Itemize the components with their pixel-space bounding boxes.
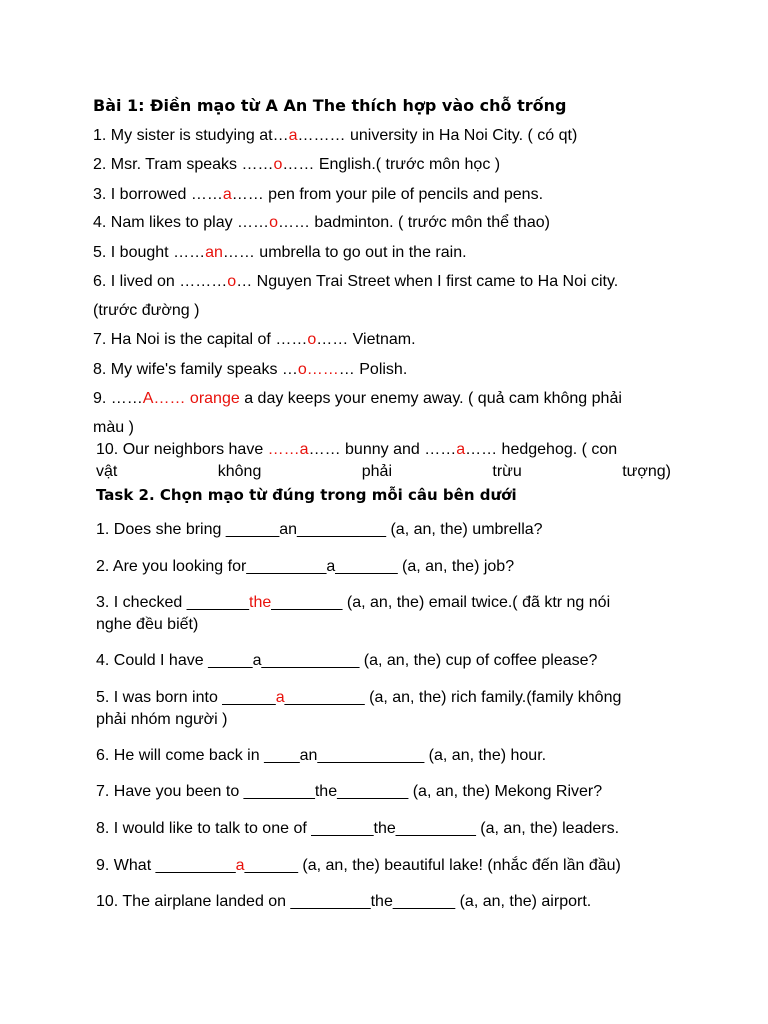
s2-item-1: 1. Does she bring ______an__________ (a, an, the) umbrella? bbox=[96, 521, 543, 538]
answer: ……a bbox=[267, 441, 309, 458]
s1-item-8 bbox=[93, 360, 671, 380]
answer: orange bbox=[189, 390, 240, 407]
item-text: …… pen from your pile of pencils and pens. bbox=[231, 186, 544, 203]
word: tượng) bbox=[622, 463, 671, 480]
s1-item-1 bbox=[93, 126, 671, 146]
item-text: … Polish. bbox=[338, 361, 408, 378]
s1-item-9 bbox=[93, 389, 671, 409]
item-text: 4. Nam likes to play …… bbox=[93, 214, 270, 231]
s1-item-2 bbox=[93, 155, 671, 175]
item-text: 9. What _________ bbox=[96, 857, 236, 874]
word: trừu bbox=[492, 463, 522, 480]
item-text: …… umbrella to go out in the rain. bbox=[222, 244, 467, 261]
item-text: ______ (a, an, the) beautiful lake! (nhắc đến lần đầu) bbox=[244, 857, 621, 874]
item-text: ________ (a, an, the) email twice.( đã ktr ng nói bbox=[271, 594, 611, 611]
answer: an bbox=[205, 244, 223, 261]
item-text: 5. I bought …… bbox=[93, 244, 206, 261]
answer: o bbox=[269, 214, 278, 231]
answer: a bbox=[235, 857, 245, 874]
s2-item-4: 4. Could I have _____a___________ (a, an, the) cup of coffee please? bbox=[96, 652, 598, 669]
s2-item-9 bbox=[96, 856, 671, 876]
item-text: 3. I checked _______ bbox=[96, 594, 250, 611]
answer: a bbox=[275, 689, 285, 706]
item-text: 9. …… bbox=[93, 390, 143, 407]
item-text: 3. I borrowed …… bbox=[93, 186, 223, 203]
item-text: 2. Msr. Tram speaks …… bbox=[93, 156, 274, 173]
answer: o bbox=[307, 331, 317, 348]
s1-item-10-cont bbox=[96, 462, 671, 482]
section1-title: Bài 1: Điền mạo từ A An The thích hợp vào chỗ trống bbox=[93, 96, 567, 115]
s2-item-8: 8. I would like to talk to one of _______the_________ (a, an, the) leaders. bbox=[96, 820, 620, 837]
answer: o bbox=[227, 273, 237, 290]
item-text: _________ (a, an, the) rich family.(family không bbox=[284, 689, 622, 706]
s1-item-7 bbox=[93, 330, 671, 350]
answer: a bbox=[288, 127, 298, 144]
item-text: 8. My wife's family speaks … bbox=[93, 361, 298, 378]
s2-item-7: 7. Have you been to ________the________ (a, an, the) Mekong River? bbox=[96, 783, 603, 800]
item-text: …… bunny and …… bbox=[308, 441, 457, 458]
item-text: …… badminton. ( trước môn thể thao) bbox=[277, 214, 550, 231]
item-text: a day keeps your enemy away. ( quả cam không phải bbox=[239, 390, 622, 407]
s2-item-10: 10. The airplane landed on _________the_______ (a, an, the) airport. bbox=[96, 893, 592, 910]
answer: …… bbox=[153, 390, 190, 407]
answer: a bbox=[456, 441, 466, 458]
item-text: …… Vietnam. bbox=[316, 331, 416, 348]
answer: a bbox=[222, 186, 232, 203]
item-text: 5. I was born into ______ bbox=[96, 689, 276, 706]
s1-item-5 bbox=[93, 243, 671, 263]
item-text: 6. I lived on ……… bbox=[93, 273, 228, 290]
answer: the bbox=[249, 594, 272, 611]
item-text: …… English.( trước môn học ) bbox=[282, 156, 501, 173]
s1-item-3 bbox=[93, 185, 671, 205]
item-text: ……… university in Ha Noi City. ( có qt) bbox=[297, 127, 578, 144]
item-text: …… hedgehog. ( con bbox=[465, 441, 618, 458]
s2-item-3 bbox=[96, 593, 671, 613]
s1-item-6 bbox=[93, 272, 671, 292]
s1-item-9-cont: màu ) bbox=[93, 419, 134, 436]
answer: A bbox=[142, 390, 154, 407]
item-text: 1. My sister is studying at… bbox=[93, 127, 289, 144]
item-text: … Nguyen Trai Street when I first came to Ha Noi city. bbox=[236, 273, 619, 290]
section2-title: Task 2. Chọn mạo từ đúng trong mỗi câu bên dưới bbox=[96, 486, 517, 504]
s2-item-5-cont: phải nhóm người ) bbox=[96, 711, 228, 728]
item-text: 7. Ha Noi is the capital of …… bbox=[93, 331, 308, 348]
item-text: 10. Our neighbors have bbox=[96, 441, 268, 458]
s2-item-6: 6. He will come back in ____an____________ (a, an, the) hour. bbox=[96, 747, 547, 764]
s2-item-3-cont: nghe đều biết) bbox=[96, 616, 199, 633]
word: vật bbox=[96, 463, 118, 480]
word: phải bbox=[361, 463, 392, 480]
s1-item-4 bbox=[93, 213, 671, 233]
s1-item-10 bbox=[96, 440, 671, 460]
answer: o bbox=[273, 156, 283, 173]
answer: o…… bbox=[297, 361, 339, 378]
s1-item-6-cont: (trước đường ) bbox=[93, 302, 200, 319]
word: không bbox=[217, 463, 262, 480]
s2-item-5 bbox=[96, 688, 671, 708]
s2-item-2: 2. Are you looking for_________a_______ (a, an, the) job? bbox=[96, 558, 515, 575]
